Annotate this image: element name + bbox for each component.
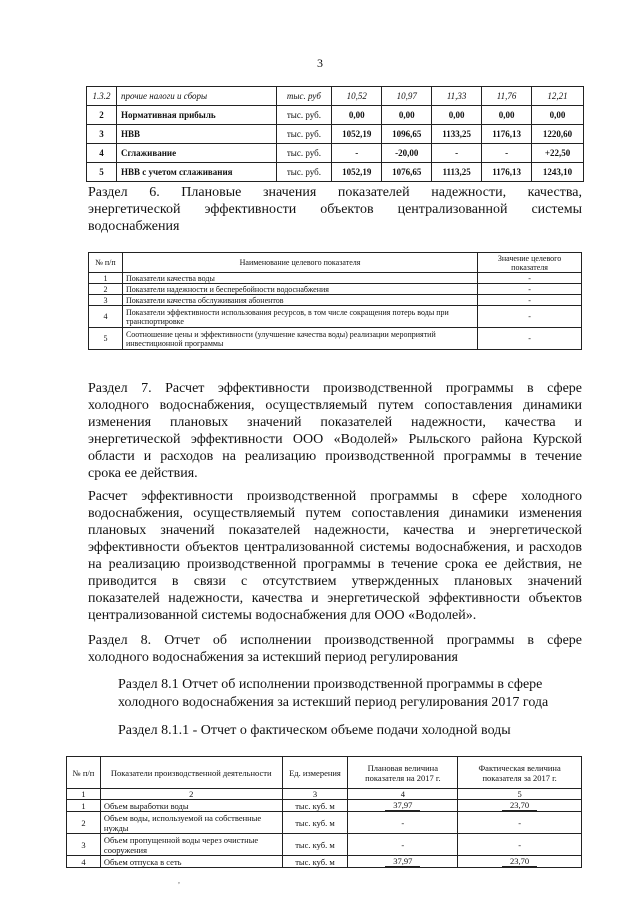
unit: тыс. куб. м — [282, 800, 348, 812]
row-value: 1052,19 — [332, 125, 382, 144]
row-value: - — [432, 144, 482, 163]
fact-value: 23,70 — [502, 856, 537, 867]
row-value: 1220,60 — [532, 125, 584, 144]
table-row — [89, 273, 582, 284]
table-row — [89, 306, 582, 328]
fact-value: - — [518, 817, 522, 828]
text-line: Раздел 8. Отчет об исполнении производственной программы в сфере — [88, 633, 582, 648]
fact-value: - — [518, 839, 522, 850]
row-number: 3 — [67, 834, 101, 856]
column-header: Плановая величина показателя на 2017 г. — [348, 757, 458, 789]
column-number: 3 — [282, 789, 348, 800]
water-supply-report-table — [66, 756, 582, 868]
row-unit: тыс. руб — [276, 87, 332, 106]
plan-value-cell — [348, 812, 458, 834]
section-7-heading — [88, 380, 582, 482]
row-value: 0,00 — [432, 106, 482, 125]
row-unit: тыс. руб. — [276, 125, 332, 144]
text-line: энергетической эффективности ООО «Водолей» Рыльского района Курской — [88, 432, 582, 447]
plan-value: - — [401, 817, 405, 828]
row-value: 10,52 — [332, 87, 382, 106]
indicator-value: - — [478, 306, 582, 328]
indicator-name: Показатели надежности и бесперебойности водоснабжения — [122, 284, 477, 295]
indicator-value: - — [478, 273, 582, 284]
plan-value-cell — [348, 800, 458, 812]
row-number: 2 — [87, 106, 117, 125]
column-number: 4 — [348, 789, 458, 800]
unit: тыс. куб. м — [282, 812, 348, 834]
row-value: 12,21 — [532, 87, 584, 106]
table-row — [67, 834, 582, 856]
column-header: № п/п — [89, 253, 123, 273]
text-line: холодного водоснабжения за истекший период регулирования — [88, 650, 458, 665]
row-number: 1 — [67, 800, 101, 812]
indicator-value: - — [478, 284, 582, 295]
text-line: Расчет эффективности производственной программы в сфере холодного — [88, 489, 582, 504]
row-name: НВВ с учетом сглаживания — [116, 163, 276, 182]
indicator-name: Показатели эффективности использования ресурсов, в том числе сокращения потерь воды при транспортировке — [122, 306, 477, 328]
row-number: 1.3.2 — [87, 87, 117, 106]
row-number: 4 — [89, 306, 123, 328]
column-header: Ед. измерения — [282, 757, 348, 789]
row-name: Нормативная прибыль — [116, 106, 276, 125]
section-8-heading — [88, 632, 582, 666]
row-value: 0,00 — [332, 106, 382, 125]
efficiency-paragraph — [88, 488, 582, 624]
text-line: централизованной системы водоснабжения для ООО «Водолей». — [88, 608, 477, 623]
row-value: 0,00 — [382, 106, 432, 125]
column-number-row — [67, 789, 582, 800]
row-name: НВВ — [116, 125, 276, 144]
column-header: Значение целевого показателя — [478, 253, 582, 273]
row-value: 1243,10 — [532, 163, 584, 182]
row-number: 3 — [89, 295, 123, 306]
indicator-name: Показатели качества обслуживания абонентов — [122, 295, 477, 306]
row-value: +22,50 — [532, 144, 584, 163]
budget-row — [87, 106, 584, 125]
row-value: 1176,13 — [482, 125, 532, 144]
fact-value-cell — [458, 800, 582, 812]
row-value: - — [482, 144, 532, 163]
row-number: 4 — [87, 144, 117, 163]
section-8-1-1-heading: Раздел 8.1.1 - Отчет о фактическом объеме подачи холодной воды — [118, 723, 511, 738]
row-value: 1113,25 — [432, 163, 482, 182]
plan-value-cell — [348, 834, 458, 856]
section-6-heading — [88, 184, 582, 235]
column-header: Показатели производственной деятельности — [100, 757, 282, 789]
text-line: показателей надежности, качества и энергетической эффективности объектов — [88, 591, 582, 606]
text-line: срока ее действия. — [88, 466, 198, 481]
row-number: 2 — [89, 284, 123, 295]
table-row — [67, 812, 582, 834]
column-number: 5 — [458, 789, 582, 800]
text-line: Раздел 6. Плановые значения показателей надежности, качества, — [88, 185, 582, 200]
table-row — [67, 800, 582, 812]
row-value: 0,00 — [482, 106, 532, 125]
plan-value: 37,97 — [385, 800, 420, 811]
footer-mark: , — [178, 876, 180, 885]
row-value: 11,33 — [432, 87, 482, 106]
row-name: прочие налоги и сборы — [116, 87, 276, 106]
plan-value: 37,97 — [385, 856, 420, 867]
target-indicators-table — [88, 252, 582, 350]
text-line: плановых значений показателей надежности, качества и энергетической — [88, 523, 582, 538]
indicator-name: Объем воды, используемой на собственные нужды — [100, 812, 282, 834]
section-8-1-heading — [118, 676, 558, 712]
row-unit: тыс. руб. — [276, 144, 332, 163]
fact-value-cell — [458, 834, 582, 856]
row-value: 1052,19 — [332, 163, 382, 182]
row-name: Сглаживание — [116, 144, 276, 163]
unit: тыс. куб. м — [282, 834, 348, 856]
column-number: 1 — [67, 789, 101, 800]
table-header-row — [67, 757, 582, 789]
indicator-name: Соотношение цены и эффективности (улучшение качества воды) реализации мероприятий инвестиционной программы — [122, 328, 477, 350]
table-row — [67, 856, 582, 868]
indicator-name: Показатели качества воды — [122, 273, 477, 284]
row-value: 0,00 — [532, 106, 584, 125]
row-value: 1176,13 — [482, 163, 532, 182]
row-value: 1076,65 — [382, 163, 432, 182]
column-header: Фактическая величина показателя за 2017 г. — [458, 757, 582, 789]
unit: тыс. куб. м — [282, 856, 348, 868]
table-header-row — [89, 253, 582, 273]
row-value: 1133,25 — [432, 125, 482, 144]
indicator-name: Объем пропущенной воды через очистные сооружения — [100, 834, 282, 856]
row-number: 4 — [67, 856, 101, 868]
row-number: 2 — [67, 812, 101, 834]
row-value: 1096,65 — [382, 125, 432, 144]
budget-row — [87, 144, 584, 163]
row-value: 11,76 — [482, 87, 532, 106]
text-line: области и расходов на реализацию производственной программы в течение — [88, 449, 582, 464]
text-line: изменения плановых значений показателей надежности, качества и — [88, 415, 582, 430]
text-line: эффективности объектов централизованной системы водоснабжения, и расходов — [88, 540, 582, 555]
plan-value: - — [401, 839, 405, 850]
row-value: 10,97 — [382, 87, 432, 106]
text-line: холодного водоснабжения, осуществляемый путем сопоставления динамики — [88, 398, 582, 413]
budget-row — [87, 125, 584, 144]
indicator-name: Объем отпуска в сеть — [100, 856, 282, 868]
row-number: 5 — [87, 163, 117, 182]
text-line: на реализацию производственной программы в течение срока ее действия, не — [88, 557, 582, 572]
budget-row — [87, 163, 584, 182]
text-line: водоснабжения, осуществляемый путем сопоставления динамики изменения — [88, 506, 582, 521]
fact-value-cell — [458, 812, 582, 834]
text-line: холодного водоснабжения за истекший период регулирования 2017 года — [118, 695, 549, 710]
indicator-value: - — [478, 328, 582, 350]
indicator-value: - — [478, 295, 582, 306]
row-unit: тыс. руб. — [276, 163, 332, 182]
column-number: 2 — [100, 789, 282, 800]
row-unit: тыс. руб. — [276, 106, 332, 125]
plan-value-cell — [348, 856, 458, 868]
table-row — [89, 284, 582, 295]
indicator-name: Объем выработки воды — [100, 800, 282, 812]
row-value: -20,00 — [382, 144, 432, 163]
row-number: 1 — [89, 273, 123, 284]
fact-value-cell — [458, 856, 582, 868]
text-line: приводится в связи с отсутствием утвержденных плановых значений — [88, 574, 582, 589]
text-line: водоснабжения — [88, 219, 180, 234]
page-number: 3 — [317, 56, 323, 70]
text-line: Раздел 8.1 Отчет об исполнении производственной программы в сфере — [118, 677, 543, 692]
table-row — [89, 295, 582, 306]
fact-value: 23,70 — [502, 800, 537, 811]
table-row — [89, 328, 582, 350]
column-header: Наименование целевого показателя — [122, 253, 477, 273]
column-header: № п/п — [67, 757, 101, 789]
row-value: - — [332, 144, 382, 163]
budget-row — [87, 87, 584, 106]
text-line: энергетической эффективности объектов централизованной системы — [88, 202, 582, 217]
budget-table — [86, 86, 584, 182]
row-number: 5 — [89, 328, 123, 350]
text-line: Раздел 7. Расчет эффективности производственной программы в сфере — [88, 381, 582, 396]
row-number: 3 — [87, 125, 117, 144]
